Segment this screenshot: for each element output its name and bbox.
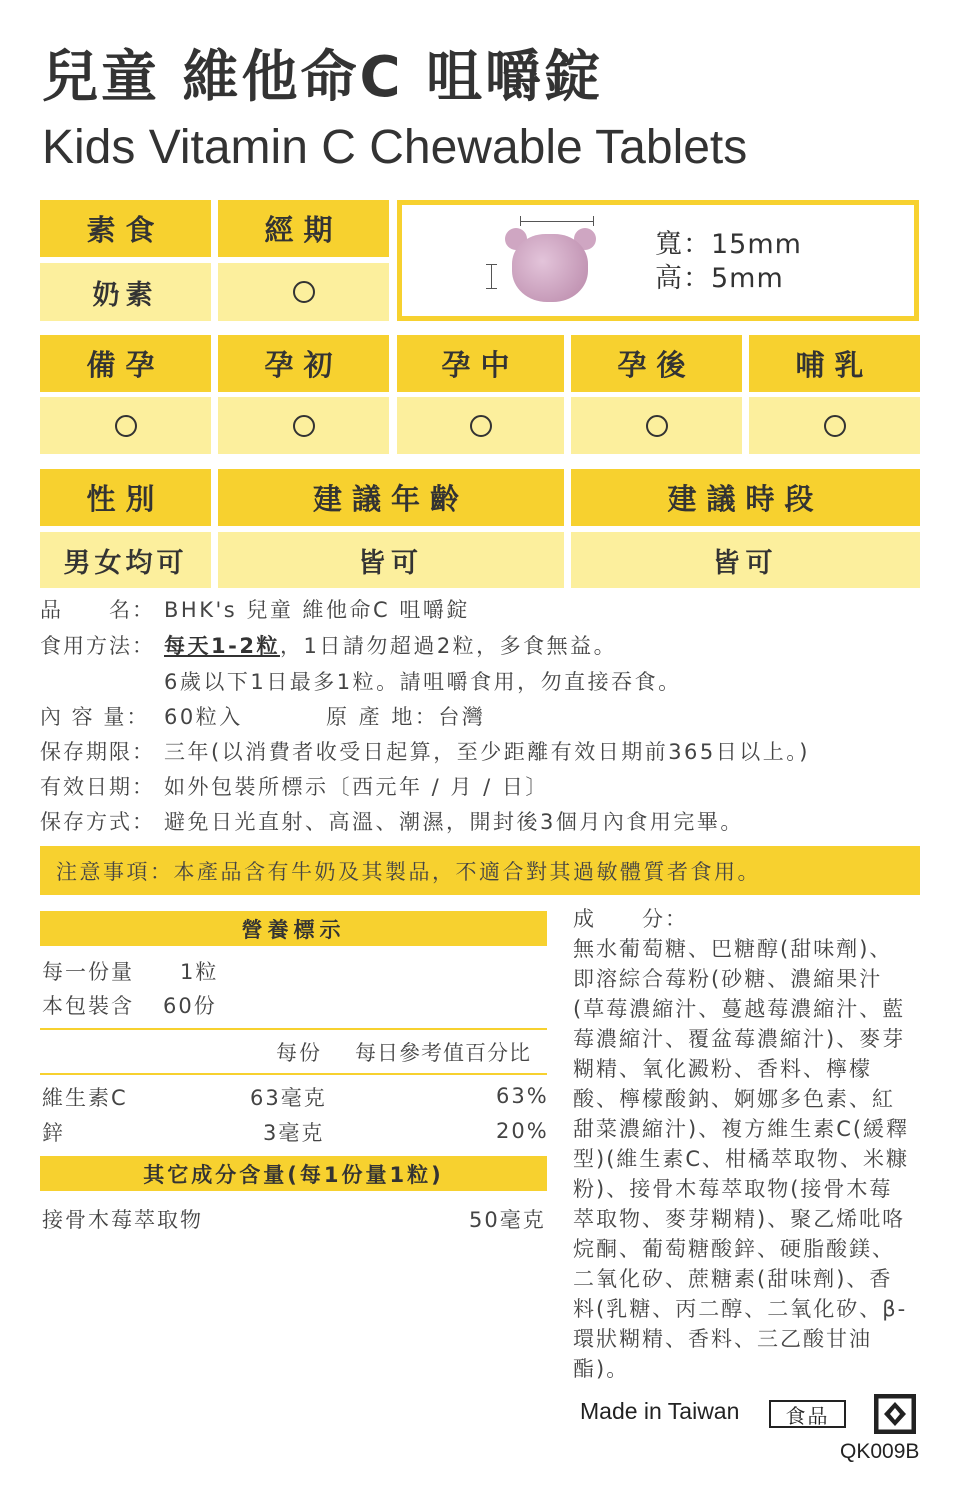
prepregnancy-header: 備孕 xyxy=(40,335,211,392)
ingredients-line: 糊精、氧化澱粉、香料、檸檬 xyxy=(573,1057,872,1081)
servings-value: 60份 xyxy=(163,994,217,1018)
info-label: 保存方式： xyxy=(40,810,155,834)
width-dimension-line xyxy=(520,221,594,222)
info-label: 食用方法： xyxy=(40,634,155,658)
info-value: 避免日光直射、高溫、潮濕，開封後3個月內食用完畢。 xyxy=(164,810,744,834)
nutrient-percent: 63% xyxy=(496,1084,549,1108)
time-header: 建議時段 xyxy=(571,469,920,526)
info-value: BHK's 兒童 維他命C 咀嚼錠 xyxy=(164,598,470,622)
dimension-tick xyxy=(486,288,497,289)
info-storage-row xyxy=(40,806,744,838)
time-value: 皆可 xyxy=(571,532,920,588)
col-per-serving: 每份 xyxy=(276,1041,322,1065)
ingredients-line: 無水葡萄糖、巴糖醇(甜味劑)、 xyxy=(573,937,893,961)
breastfeeding-header: 哺乳 xyxy=(749,335,920,392)
gender-header: 性別 xyxy=(40,469,211,526)
info-value: 如外包裝所標示〔西元年 / 月 / 日〕 xyxy=(164,775,549,799)
nutrient-percent: 20% xyxy=(496,1119,549,1143)
info-label: 保存期限： xyxy=(40,740,155,764)
ingredients-line: 莓濃縮汁、覆盆莓濃縮汁)、麥芽 xyxy=(573,1027,906,1051)
tablet-height: 高：5mm xyxy=(655,263,784,294)
servings-label: 本包裝含 xyxy=(42,994,134,1018)
breastfeeding-value xyxy=(749,397,920,454)
recycle-icon xyxy=(874,1394,916,1434)
info-usage-line2: 6歲以下1日最多1粒。請咀嚼食用，勿直接吞食。 xyxy=(164,670,682,694)
nutrient-amount: 63毫克 xyxy=(250,1086,327,1110)
early-pregnancy-value xyxy=(218,397,389,454)
serving-size-label: 每一份量 xyxy=(42,960,134,984)
mid-pregnancy-header: 孕中 xyxy=(397,335,564,392)
info-content-row xyxy=(40,701,243,733)
circle-icon xyxy=(115,415,137,437)
other-ingredients-title: 其它成分含量(每1份量1粒) xyxy=(40,1156,547,1191)
col-daily-percent: 每日參考值百分比 xyxy=(355,1041,531,1065)
diet-header: 素食 xyxy=(40,200,211,257)
ingredients-line: 粉)、接骨木莓萃取物(接骨木莓 xyxy=(573,1177,893,1201)
title-english: Kids Vitamin C Chewable Tablets xyxy=(42,121,748,174)
early-pregnancy-header: 孕初 xyxy=(218,335,389,392)
ingredients-line: 即溶綜合莓粉(砂糖、濃縮果汁 xyxy=(573,967,883,991)
circle-icon xyxy=(470,415,492,437)
info-value: ，1日請勿超過2粒，多食無益。 xyxy=(279,634,618,658)
info-origin xyxy=(326,701,485,733)
nutrition-divider xyxy=(40,1073,547,1075)
ingredients-line: 型)(維生素C、柑橘萃取物、米糠 xyxy=(573,1147,910,1171)
usage-emphasis: 每天1-2粒 xyxy=(164,634,280,658)
period-header: 經期 xyxy=(218,200,389,257)
other-ingredient-amount: 50毫克 xyxy=(469,1208,546,1232)
ingredients-line: 萃取物、麥芽糊精)、聚乙烯吡咯 xyxy=(573,1207,906,1231)
circle-icon xyxy=(293,281,315,303)
age-value: 皆可 xyxy=(218,532,564,588)
info-label: 原 產 地： xyxy=(326,705,439,729)
ingredients-line: 甜菜濃縮汁)、複方維生素C(緩釋 xyxy=(573,1117,910,1141)
tablet-image xyxy=(512,234,588,302)
period-value-cell xyxy=(218,263,389,321)
age-header: 建議年齡 xyxy=(218,469,564,526)
ingredients-line: 烷酮、葡萄糖酸鋅、硬脂酸鎂、 xyxy=(573,1237,895,1261)
circle-icon xyxy=(293,415,315,437)
title-chinese: 兒童 維他命C 咀嚼錠 xyxy=(42,45,604,110)
info-label: 品 名： xyxy=(40,598,155,622)
notice-bar: 注意事項：本產品含有牛奶及其製品，不適合對其過敏體質者食用。 xyxy=(40,846,920,895)
tablet-width: 寬：15mm xyxy=(655,229,802,260)
dimension-tick xyxy=(520,216,521,226)
info-value: 台灣 xyxy=(438,705,486,729)
nutrient-amount: 3毫克 xyxy=(263,1121,325,1145)
serving-size-value: 1粒 xyxy=(180,960,219,984)
nutrition-title: 營養標示 xyxy=(40,911,547,946)
food-badge: 食品 xyxy=(769,1400,846,1428)
circle-icon xyxy=(646,415,668,437)
info-name-row xyxy=(40,594,470,626)
nutrient-name: 鋅 xyxy=(42,1121,65,1145)
info-label: 內 容 量： xyxy=(40,705,150,729)
info-shelf-row xyxy=(40,736,810,768)
ingredients-title: 成 分： xyxy=(573,907,688,931)
nutrient-name: 維生素C xyxy=(42,1086,128,1110)
late-pregnancy-value xyxy=(571,397,742,454)
info-label: 有效日期： xyxy=(40,775,155,799)
ingredients-line: 酸、檸檬酸鈉、婀娜多色素、紅 xyxy=(573,1087,895,1111)
info-value: 三年(以消費者收受日起算，至少距離有效日期前365日以上。) xyxy=(164,740,810,764)
product-code: QK009B xyxy=(840,1440,920,1463)
ingredients-line: 環狀糊精、香料、三乙酸甘油 xyxy=(573,1327,872,1351)
dimension-tick xyxy=(486,264,497,265)
info-value: 60粒入 xyxy=(164,705,243,729)
gender-value: 男女均可 xyxy=(40,532,211,588)
info-expiry-row xyxy=(40,771,549,803)
dimension-tick xyxy=(593,216,594,226)
nutrition-divider xyxy=(40,1028,547,1030)
info-usage-row xyxy=(40,630,617,662)
ingredients-line: 酯)。 xyxy=(573,1357,630,1381)
other-ingredient-name: 接骨木莓萃取物 xyxy=(42,1208,203,1232)
ingredients-line: (草莓濃縮汁、蔓越莓濃縮汁、藍 xyxy=(573,997,906,1021)
height-dimension-line xyxy=(491,264,492,288)
diet-value: 奶素 xyxy=(40,263,211,321)
ingredients-line: 料(乳糖、丙二醇、二氧化矽、β- xyxy=(573,1297,908,1321)
made-in-label: Made in Taiwan xyxy=(580,1398,740,1424)
prepregnancy-value xyxy=(40,397,211,454)
late-pregnancy-header: 孕後 xyxy=(571,335,742,392)
circle-icon xyxy=(824,415,846,437)
ingredients-line: 二氧化矽、蔗糖素(甜味劑)、香 xyxy=(573,1267,893,1291)
mid-pregnancy-value xyxy=(397,397,564,454)
